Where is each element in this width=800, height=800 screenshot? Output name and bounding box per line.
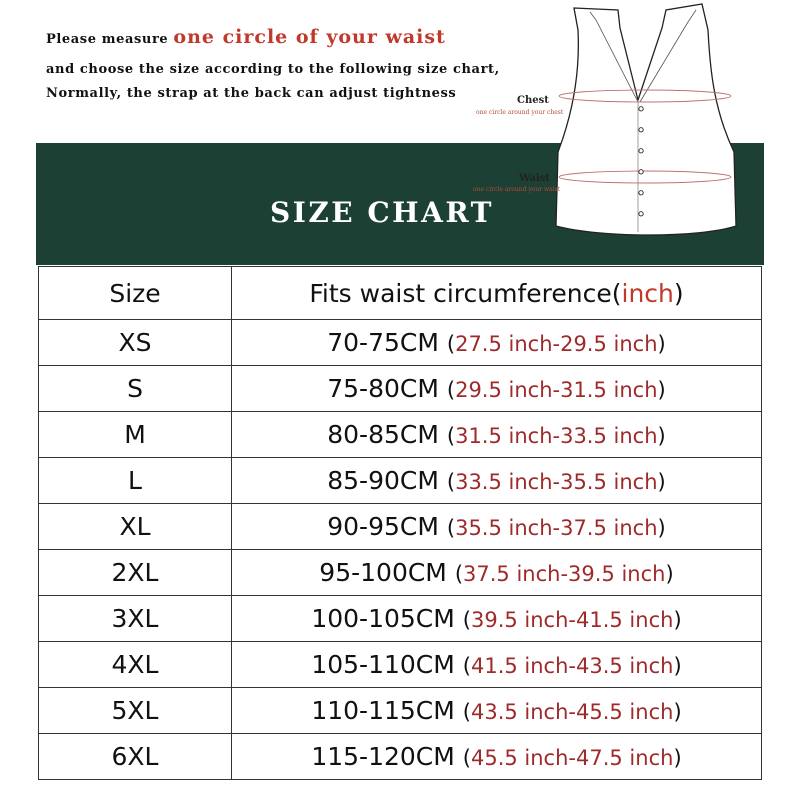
range-cell: 95-100CM (37.5 inch-39.5 inch) (232, 550, 762, 596)
fit-column-header (232, 267, 762, 320)
table-row (39, 320, 762, 366)
range-cell: 115-120CM (45.5 inch-47.5 inch) (232, 734, 762, 780)
cm-range: 115-120CM (311, 742, 455, 771)
table-row (39, 734, 762, 780)
inch-range: 31.5 inch-33.5 inch (455, 424, 658, 448)
size-cell: 5XL (39, 688, 232, 734)
inch-range: 45.5 inch-47.5 inch (470, 746, 674, 770)
inch-range: 33.5 inch-35.5 inch (455, 470, 658, 494)
table-row (39, 642, 762, 688)
size-cell: L (39, 458, 232, 504)
chest-label: Chest (517, 95, 549, 106)
cm-range: 110-115CM (311, 696, 455, 725)
fit-header-unit: inch (621, 278, 674, 308)
instruction-highlight: one circle of your waist (173, 26, 446, 48)
table-row (39, 688, 762, 734)
vest-button (639, 149, 643, 153)
inch-range: 43.5 inch-45.5 inch (470, 700, 674, 724)
inch-range: 39.5 inch-41.5 inch (470, 608, 674, 632)
table-row (39, 504, 762, 550)
cm-range: 95-100CM (319, 558, 447, 587)
vest-button (639, 107, 643, 111)
instruction-line-1 (46, 26, 446, 48)
size-table (38, 266, 762, 780)
size-cell: 3XL (39, 596, 232, 642)
size-cell: 2XL (39, 550, 232, 596)
inch-range: 29.5 inch-31.5 inch (455, 378, 658, 402)
vest-button (639, 128, 643, 132)
instruction-line-2: and choose the size according to the following size chart, (46, 62, 500, 77)
instruction-prefix: Please measure (46, 32, 174, 47)
waist-label: Waist (519, 173, 550, 184)
range-cell: 100-105CM (39.5 inch-41.5 inch) (232, 596, 762, 642)
inch-range: 41.5 inch-43.5 inch (470, 654, 674, 678)
range-cell: 110-115CM (43.5 inch-45.5 inch) (232, 688, 762, 734)
cm-range: 70-75CM (327, 328, 439, 357)
size-cell: XS (39, 320, 232, 366)
cm-range: 105-110CM (311, 650, 455, 679)
table-row (39, 366, 762, 412)
cm-range: 100-105CM (311, 604, 455, 633)
range-cell: 70-75CM (27.5 inch-29.5 inch) (232, 320, 762, 366)
fit-header-prefix: Fits waist circumference( (309, 278, 622, 308)
cm-range: 80-85CM (327, 420, 439, 449)
vest-outline (556, 4, 736, 235)
cm-range: 85-90CM (327, 466, 439, 495)
cm-range: 75-80CM (327, 374, 439, 403)
range-cell: 85-90CM (33.5 inch-35.5 inch) (232, 458, 762, 504)
size-cell: S (39, 366, 232, 412)
fit-header-suffix: ) (673, 278, 684, 308)
table-row (39, 458, 762, 504)
vest-illustration (470, 0, 760, 240)
vest-button (639, 212, 643, 216)
range-cell: 105-110CM (41.5 inch-43.5 inch) (232, 642, 762, 688)
waist-sublabel: one circle around your waist (473, 186, 561, 193)
cm-range: 90-95CM (327, 512, 439, 541)
vest-button (639, 170, 643, 174)
size-cell: M (39, 412, 232, 458)
table-header-row (39, 267, 762, 320)
chest-sublabel: one circle around your chest (476, 109, 564, 116)
range-cell: 80-85CM (31.5 inch-33.5 inch) (232, 412, 762, 458)
size-cell: 6XL (39, 734, 232, 780)
size-chart-title: SIZE CHART (270, 196, 494, 229)
inch-range: 37.5 inch-39.5 inch (463, 562, 666, 586)
table-row (39, 550, 762, 596)
inch-range: 35.5 inch-37.5 inch (455, 516, 658, 540)
instruction-line-3: Normally, the strap at the back can adjust tightness (46, 86, 457, 101)
range-cell: 90-95CM (35.5 inch-37.5 inch) (232, 504, 762, 550)
range-cell: 75-80CM (29.5 inch-31.5 inch) (232, 366, 762, 412)
size-column-header: Size (39, 267, 232, 320)
size-cell: XL (39, 504, 232, 550)
vest-button (639, 191, 643, 195)
size-cell: 4XL (39, 642, 232, 688)
table-row (39, 412, 762, 458)
table-row (39, 596, 762, 642)
inch-range: 27.5 inch-29.5 inch (455, 332, 658, 356)
